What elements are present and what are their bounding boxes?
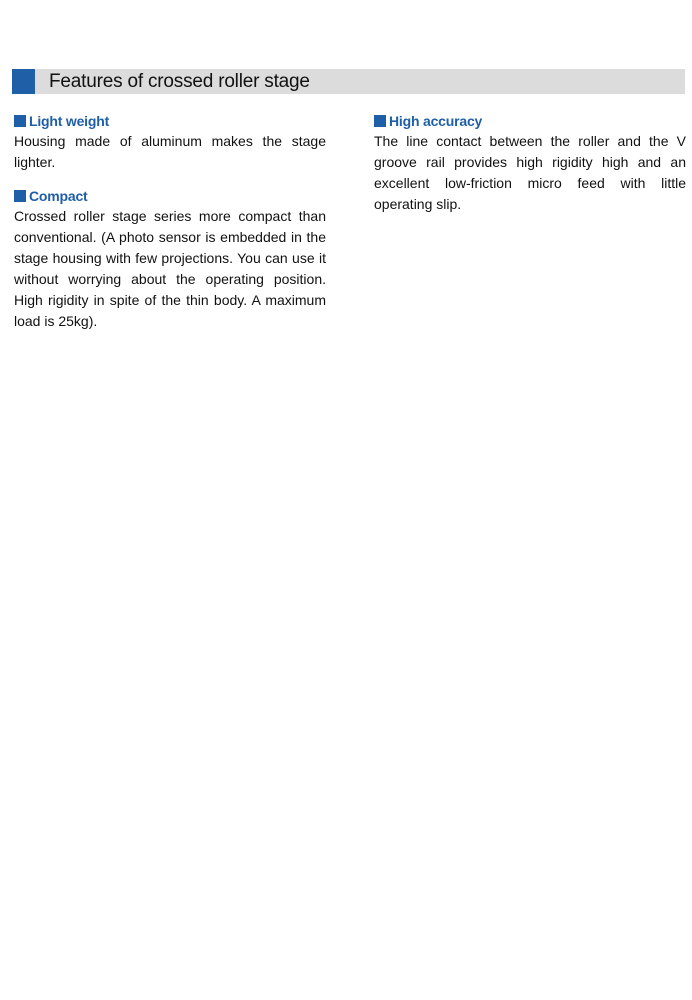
feature-description: Crossed roller stage series more compact than conventional. (A photo sensor is embedded in the stage housing with few projections. You can use it without worrying about the operating position. High rigidity in spite of the thin body. A maximum load is 25kg). (14, 208, 326, 329)
feature-title: Compact (29, 188, 88, 204)
square-bullet-icon (14, 115, 26, 127)
feature-description: Housing made of aluminum makes the stage lighter. (14, 133, 326, 170)
feature-heading (374, 112, 686, 130)
header-accent-block (12, 69, 35, 94)
right-column (374, 112, 686, 229)
square-bullet-icon (374, 115, 386, 127)
feature-heading (14, 112, 326, 130)
feature-title: Light weight (29, 113, 110, 129)
feature-description: The line contact between the roller and the V groove rail provides high rigidity high and an excellent low-friction micro feed with little operating slip. (374, 133, 686, 212)
square-bullet-icon (14, 190, 26, 202)
feature-title: High accuracy (389, 113, 483, 129)
section-header (12, 69, 685, 94)
feature-compact (14, 187, 326, 332)
feature-light-weight (14, 112, 326, 173)
feature-high-accuracy (374, 112, 686, 215)
section-title: Features of crossed roller stage (49, 70, 310, 92)
feature-heading (14, 187, 326, 205)
left-column (14, 112, 326, 346)
